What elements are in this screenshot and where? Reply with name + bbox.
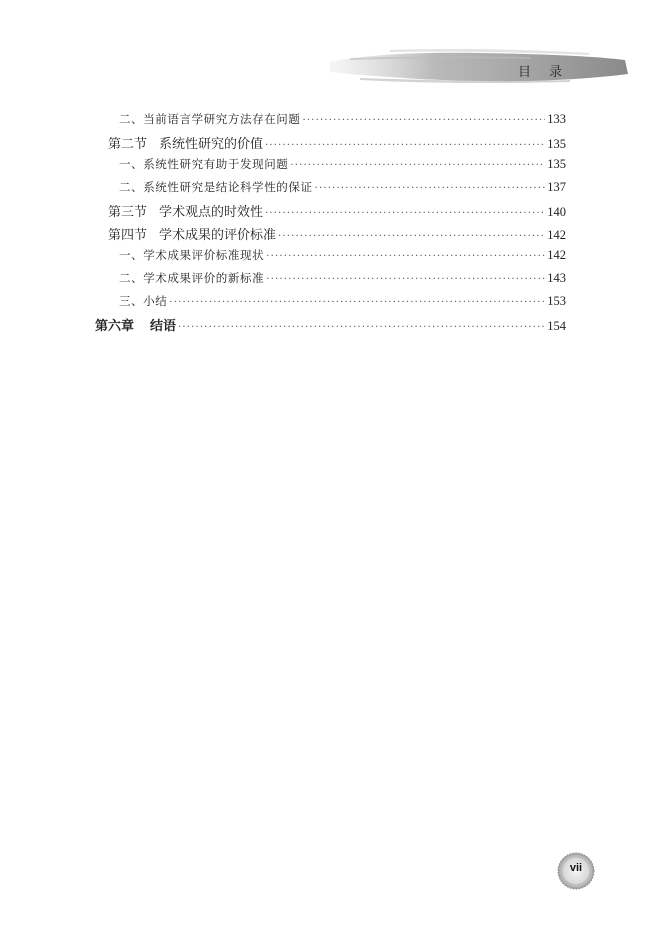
- toc-entry[interactable]: [119, 111, 566, 131]
- toc-leader-dots: [303, 115, 546, 126]
- toc-entry-title: 二、当前语言学研究方法存在问题: [119, 112, 301, 126]
- toc-section-number: 第四节: [108, 228, 148, 243]
- toc-entry[interactable]: [95, 315, 566, 335]
- toc-entry-title: 结语: [150, 319, 177, 334]
- toc-leader-dots: [169, 297, 545, 308]
- toc-chapter-number: 第六章: [95, 319, 135, 334]
- toc-leader-dots: [290, 160, 545, 171]
- toc-entry[interactable]: [108, 133, 566, 153]
- page-number: vii: [569, 862, 583, 874]
- toc-leader-dots: [265, 208, 545, 219]
- toc-entry-page: 135: [547, 157, 566, 171]
- toc-entry-title: 学术成果的评价标准: [159, 228, 277, 243]
- header-title-right: 录: [549, 65, 563, 80]
- header-brush-stroke: [330, 44, 630, 88]
- toc-entry-page: 142: [547, 228, 566, 242]
- toc-entry-title: 系统性研究的价值: [159, 137, 264, 152]
- toc-entry-title: 学术观点的时效性: [159, 205, 264, 220]
- toc-entry-page: 140: [547, 205, 566, 219]
- toc-entry-title: 二、系统性研究是结论科学性的保证: [119, 180, 313, 194]
- toc-entry-title: 三、小结: [119, 294, 168, 308]
- toc-entry[interactable]: [119, 293, 566, 313]
- toc-entry[interactable]: [119, 270, 566, 290]
- toc-entry-title: 一、系统性研究有助于发现问题: [119, 157, 289, 171]
- toc-entry-page: 137: [547, 180, 566, 194]
- toc-entry-title: 二、学术成果评价的新标准: [119, 271, 265, 285]
- toc-entry[interactable]: [119, 156, 566, 176]
- toc-leader-dots: [178, 322, 545, 333]
- toc-leader-dots: [265, 140, 545, 151]
- toc-leader-dots: [278, 231, 545, 242]
- toc-entry-page: 143: [547, 271, 566, 285]
- toc-section-number: 第二节: [108, 137, 148, 152]
- toc-entry-title: 一、学术成果评价标准现状: [119, 248, 265, 262]
- toc-entry[interactable]: [108, 201, 566, 221]
- toc-entry-page: 133: [547, 112, 566, 126]
- toc-entry[interactable]: [119, 247, 566, 267]
- toc-entry[interactable]: [119, 179, 566, 199]
- running-header: [518, 61, 562, 80]
- toc-leader-dots: [266, 274, 545, 285]
- toc-entry-page: 142: [547, 248, 566, 262]
- toc-entry-page: 153: [547, 294, 566, 308]
- toc-leader-dots: [315, 183, 546, 194]
- toc-leader-dots: [266, 251, 545, 262]
- toc-entry-page: 154: [547, 319, 566, 333]
- header-title-left: 目: [518, 65, 532, 80]
- toc-entry-page: 135: [547, 137, 566, 151]
- toc-section-number: 第三节: [108, 205, 148, 220]
- toc-entry[interactable]: [108, 224, 566, 244]
